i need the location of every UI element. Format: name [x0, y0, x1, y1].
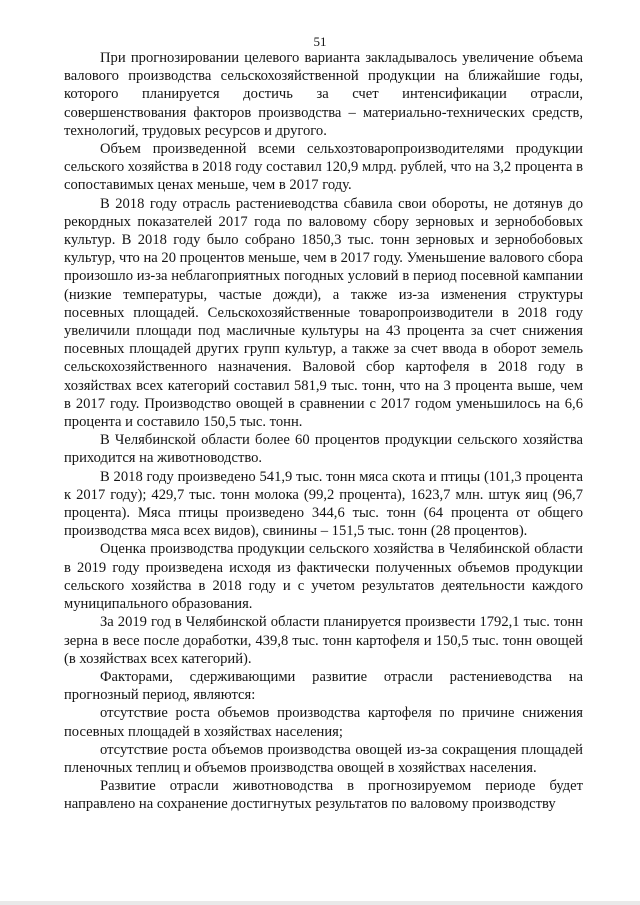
page-number: 51	[313, 34, 327, 49]
paragraph-livestock-development: Развитие отрасли животноводства в прогнозируемом периоде будет направлено на сохранение достигнутых результатов по валовому производству	[64, 778, 583, 813]
paragraph-livestock-share: В Челябинской области более 60 процентов продукции сельского хозяйства приходится на животноводство.	[64, 432, 583, 467]
body-text	[64, 49, 583, 814]
paragraph-plan-2019: За 2019 год в Челябинской области планируется произвести 1792,1 тыс. тонн зерна в весе после доработки, 439,8 тыс. тонн картофеля и 150,5 тыс. тонн овощей (в хозяйствах всех категорий).	[64, 614, 583, 667]
paragraph-constraint-potato: отсутствие роста объемов производства картофеля по причине снижения посевных площадей в хозяйствах населения;	[64, 705, 583, 740]
paragraph-target-forecast: При прогнозировании целевого варианта закладывалось увеличение объема валового производства сельскохозяйственной продукции на ближайшие годы, которого планируется достичь за счет интенсификации отрасли, совершенствования факторов производства – материально-технических средств, технологий, трудовых ресурсов и другого.	[64, 50, 583, 139]
paragraph-constraints-intro: Факторами, сдерживающими развитие отрасли растениеводства на прогнозный период, являются:	[64, 668, 583, 704]
paragraph-production-volume: Объем произведенной всеми сельхозтоваропроизводителями продукции сельского хозяйства в 2018 году составил 120,9 млрд. рублей, что на 3,2 процента в сопоставимых ценах меньше, чем в 2017 году.	[64, 141, 583, 194]
paragraph-estimate-2019: Оценка производства продукции сельского хозяйства в Челябинской области в 2019 году произведена исходя из фактически полученных объемов продукции сельского хозяйства в 2018 году и с учетом результатов деятельности каждого муниципального образования.	[64, 541, 583, 613]
paragraph-constraint-vegetables: отсутствие роста объемов производства овощей из-за сокращения площадей пленочных теплиц и объемов производства овощей в хозяйствах населения.	[64, 741, 583, 776]
paragraph-crop-production: В 2018 году отрасль растениеводства сбавила свои обороты, не дотянув до рекордных показателей 2017 года по валовому сбору зерновых и зернобобовых культур. В 2018 году было собрано 1850,3 тыс. тонн зерновых и зернобобовых культур, что на 20 процентов меньше, чем в 2017 году. Уменьшение валового сбора произошло из-за неблагоприятных погодных условий в период посевной кампании (низкие температуры, частые дожди), а также из-за изменения структуры посевных площадей. Сельскохозяйственные товаропроизводители в 2018 году увеличили площади под масличные культуры на 43 процента за счет снижения посевных площадей других групп культур, а также за счет ввода в оборот земель сельскохозяйственного назначения. Валовой сбор картофеля в 2018 году в хозяйствах всех категорий составил 581,9 тыс. тонн, что на 3 процента выше, чем в 2017 году. Производство овощей в сравнении с 2017 годом уменьшилось на 6,6 процента и составило 150,5 тыс. тонн.	[64, 195, 583, 431]
paragraph-livestock-output: В 2018 году произведено 541,9 тыс. тонн мяса скота и птицы (101,3 процента к 2017 году); 429,7 тыс. тонн молока (99,2 процента), 1623,7 млн. штук яиц (96,7 процента). Мяса птицы произведено 344,6 тыс. тонн (64 процента от общего производства мяса всех видов), свинины – 151,5 тыс. тонн (28 процентов).	[64, 468, 583, 540]
page-bottom-edge	[0, 901, 640, 905]
